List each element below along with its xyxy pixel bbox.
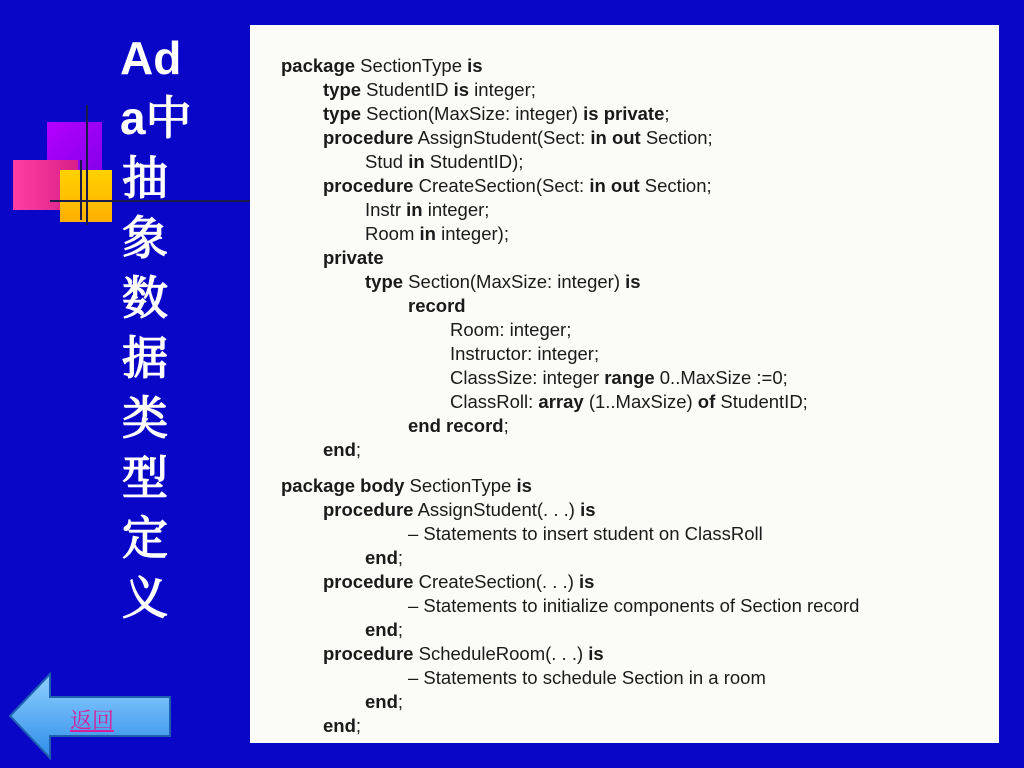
code-keyword: is	[467, 55, 483, 76]
title-char: 义	[122, 572, 168, 624]
code-text: ;	[397, 619, 404, 640]
code-line	[365, 199, 489, 221]
code-text: integer;	[469, 79, 536, 100]
code-keyword: of	[697, 391, 716, 412]
code-line	[365, 547, 403, 569]
back-button-label[interactable]: 返回	[70, 709, 115, 734]
code-text: Instr	[365, 199, 407, 220]
code-text: – Statements to initialize components of Section record	[408, 595, 860, 616]
code-line	[450, 367, 788, 389]
code-line	[323, 247, 384, 269]
code-line	[408, 295, 466, 317]
code-text: AssignStudent(Sect:	[413, 127, 591, 148]
code-keyword: end	[365, 619, 398, 640]
code-line	[323, 439, 361, 461]
title-char: 类	[122, 392, 168, 444]
decor-line	[80, 160, 82, 220]
code-text: SectionType	[355, 55, 468, 76]
code-keyword: in	[406, 199, 423, 220]
code-line	[450, 343, 599, 365]
code-line	[323, 499, 596, 521]
code-line	[408, 415, 509, 437]
code-keyword: procedure	[323, 643, 414, 664]
code-line	[323, 715, 361, 737]
code-text: AssignStudent(. . .)	[413, 499, 581, 520]
code-text: Section(MaxSize: integer)	[403, 271, 626, 292]
code-keyword: end	[323, 439, 356, 460]
slide-title	[120, 28, 215, 628]
code-text: Section;	[640, 127, 713, 148]
back-button[interactable]	[8, 672, 172, 760]
code-keyword: end record	[408, 415, 504, 436]
code-text: – Statements to insert student on ClassRoll	[408, 523, 763, 544]
code-keyword: procedure	[323, 499, 414, 520]
code-text: Room: integer;	[450, 319, 572, 340]
code-line	[323, 643, 604, 665]
code-text: integer;	[422, 199, 490, 220]
code-text: ;	[355, 715, 362, 736]
code-text: CreateSection(. . .)	[413, 571, 580, 592]
code-keyword: type	[323, 103, 362, 124]
code-text: StudentID);	[424, 151, 524, 172]
code-text: – Statements to schedule Section in a room	[408, 667, 766, 688]
code-line	[323, 103, 670, 125]
code-keyword: type	[323, 79, 362, 100]
code-keyword: is	[580, 499, 596, 520]
code-line	[323, 79, 536, 101]
code-line	[450, 319, 571, 341]
code-text: integer);	[435, 223, 509, 244]
title-char: a中	[120, 92, 192, 144]
code-text: Room	[365, 223, 420, 244]
code-line	[365, 691, 403, 713]
code-line	[408, 667, 766, 689]
code-keyword: end	[365, 691, 398, 712]
code-line	[408, 523, 763, 545]
code-keyword: is private	[583, 103, 665, 124]
code-text: ScheduleRoom(. . .)	[413, 643, 589, 664]
code-keyword: is	[516, 475, 532, 496]
code-text: StudentID;	[715, 391, 808, 412]
code-keyword: private	[323, 247, 384, 268]
code-keyword: is	[588, 643, 604, 664]
title-char: 据	[122, 332, 168, 384]
code-keyword: end	[323, 715, 356, 736]
code-text: ;	[397, 691, 404, 712]
code-text: StudentID	[361, 79, 454, 100]
code-keyword: procedure	[323, 571, 414, 592]
code-line	[365, 151, 523, 173]
code-text: CreateSection(Sect:	[413, 175, 590, 196]
code-image-panel	[250, 25, 999, 743]
code-text: ;	[355, 439, 362, 460]
code-listing	[250, 25, 999, 743]
code-keyword: in out	[589, 175, 640, 196]
code-keyword: is	[579, 571, 595, 592]
title-char: 数	[122, 272, 168, 324]
code-keyword: array	[538, 391, 584, 412]
code-keyword: in	[408, 151, 425, 172]
code-text: Stud	[365, 151, 409, 172]
code-keyword: in out	[590, 127, 641, 148]
code-line	[365, 223, 509, 245]
title-char: 型	[122, 452, 168, 504]
code-line	[281, 475, 532, 497]
code-line	[323, 571, 594, 593]
code-keyword: package body	[281, 475, 405, 496]
code-text: ;	[503, 415, 509, 436]
code-keyword: package	[281, 55, 356, 76]
code-line	[450, 391, 808, 413]
code-keyword: is	[625, 271, 641, 292]
code-keyword: is	[453, 79, 470, 100]
code-line	[365, 619, 403, 641]
code-text: (1..MaxSize)	[583, 391, 698, 412]
code-line	[323, 175, 712, 197]
code-text: Section(MaxSize: integer)	[361, 103, 584, 124]
code-text: SectionType	[404, 475, 517, 496]
code-text: 0..MaxSize :=0;	[654, 367, 788, 388]
code-keyword: record	[408, 295, 466, 316]
code-text: ;	[664, 103, 670, 124]
code-text: ClassSize: integer	[450, 367, 605, 388]
title-char: Ad	[120, 32, 182, 84]
code-line	[365, 271, 641, 293]
code-keyword: range	[604, 367, 655, 388]
code-keyword: in	[419, 223, 436, 244]
code-text: ClassRoll:	[450, 391, 539, 412]
code-text: ;	[397, 547, 404, 568]
code-line	[281, 55, 483, 77]
title-char: 象	[122, 212, 168, 264]
code-line	[323, 127, 713, 149]
decor-line	[86, 105, 88, 225]
title-char: 抽	[122, 152, 168, 204]
title-char: 定	[122, 512, 168, 564]
code-keyword: type	[365, 271, 404, 292]
code-keyword: procedure	[323, 175, 414, 196]
code-text: Instructor: integer;	[450, 343, 600, 364]
code-keyword: end	[365, 547, 398, 568]
code-text: Section;	[639, 175, 712, 196]
code-keyword: procedure	[323, 127, 414, 148]
code-line	[408, 595, 859, 617]
